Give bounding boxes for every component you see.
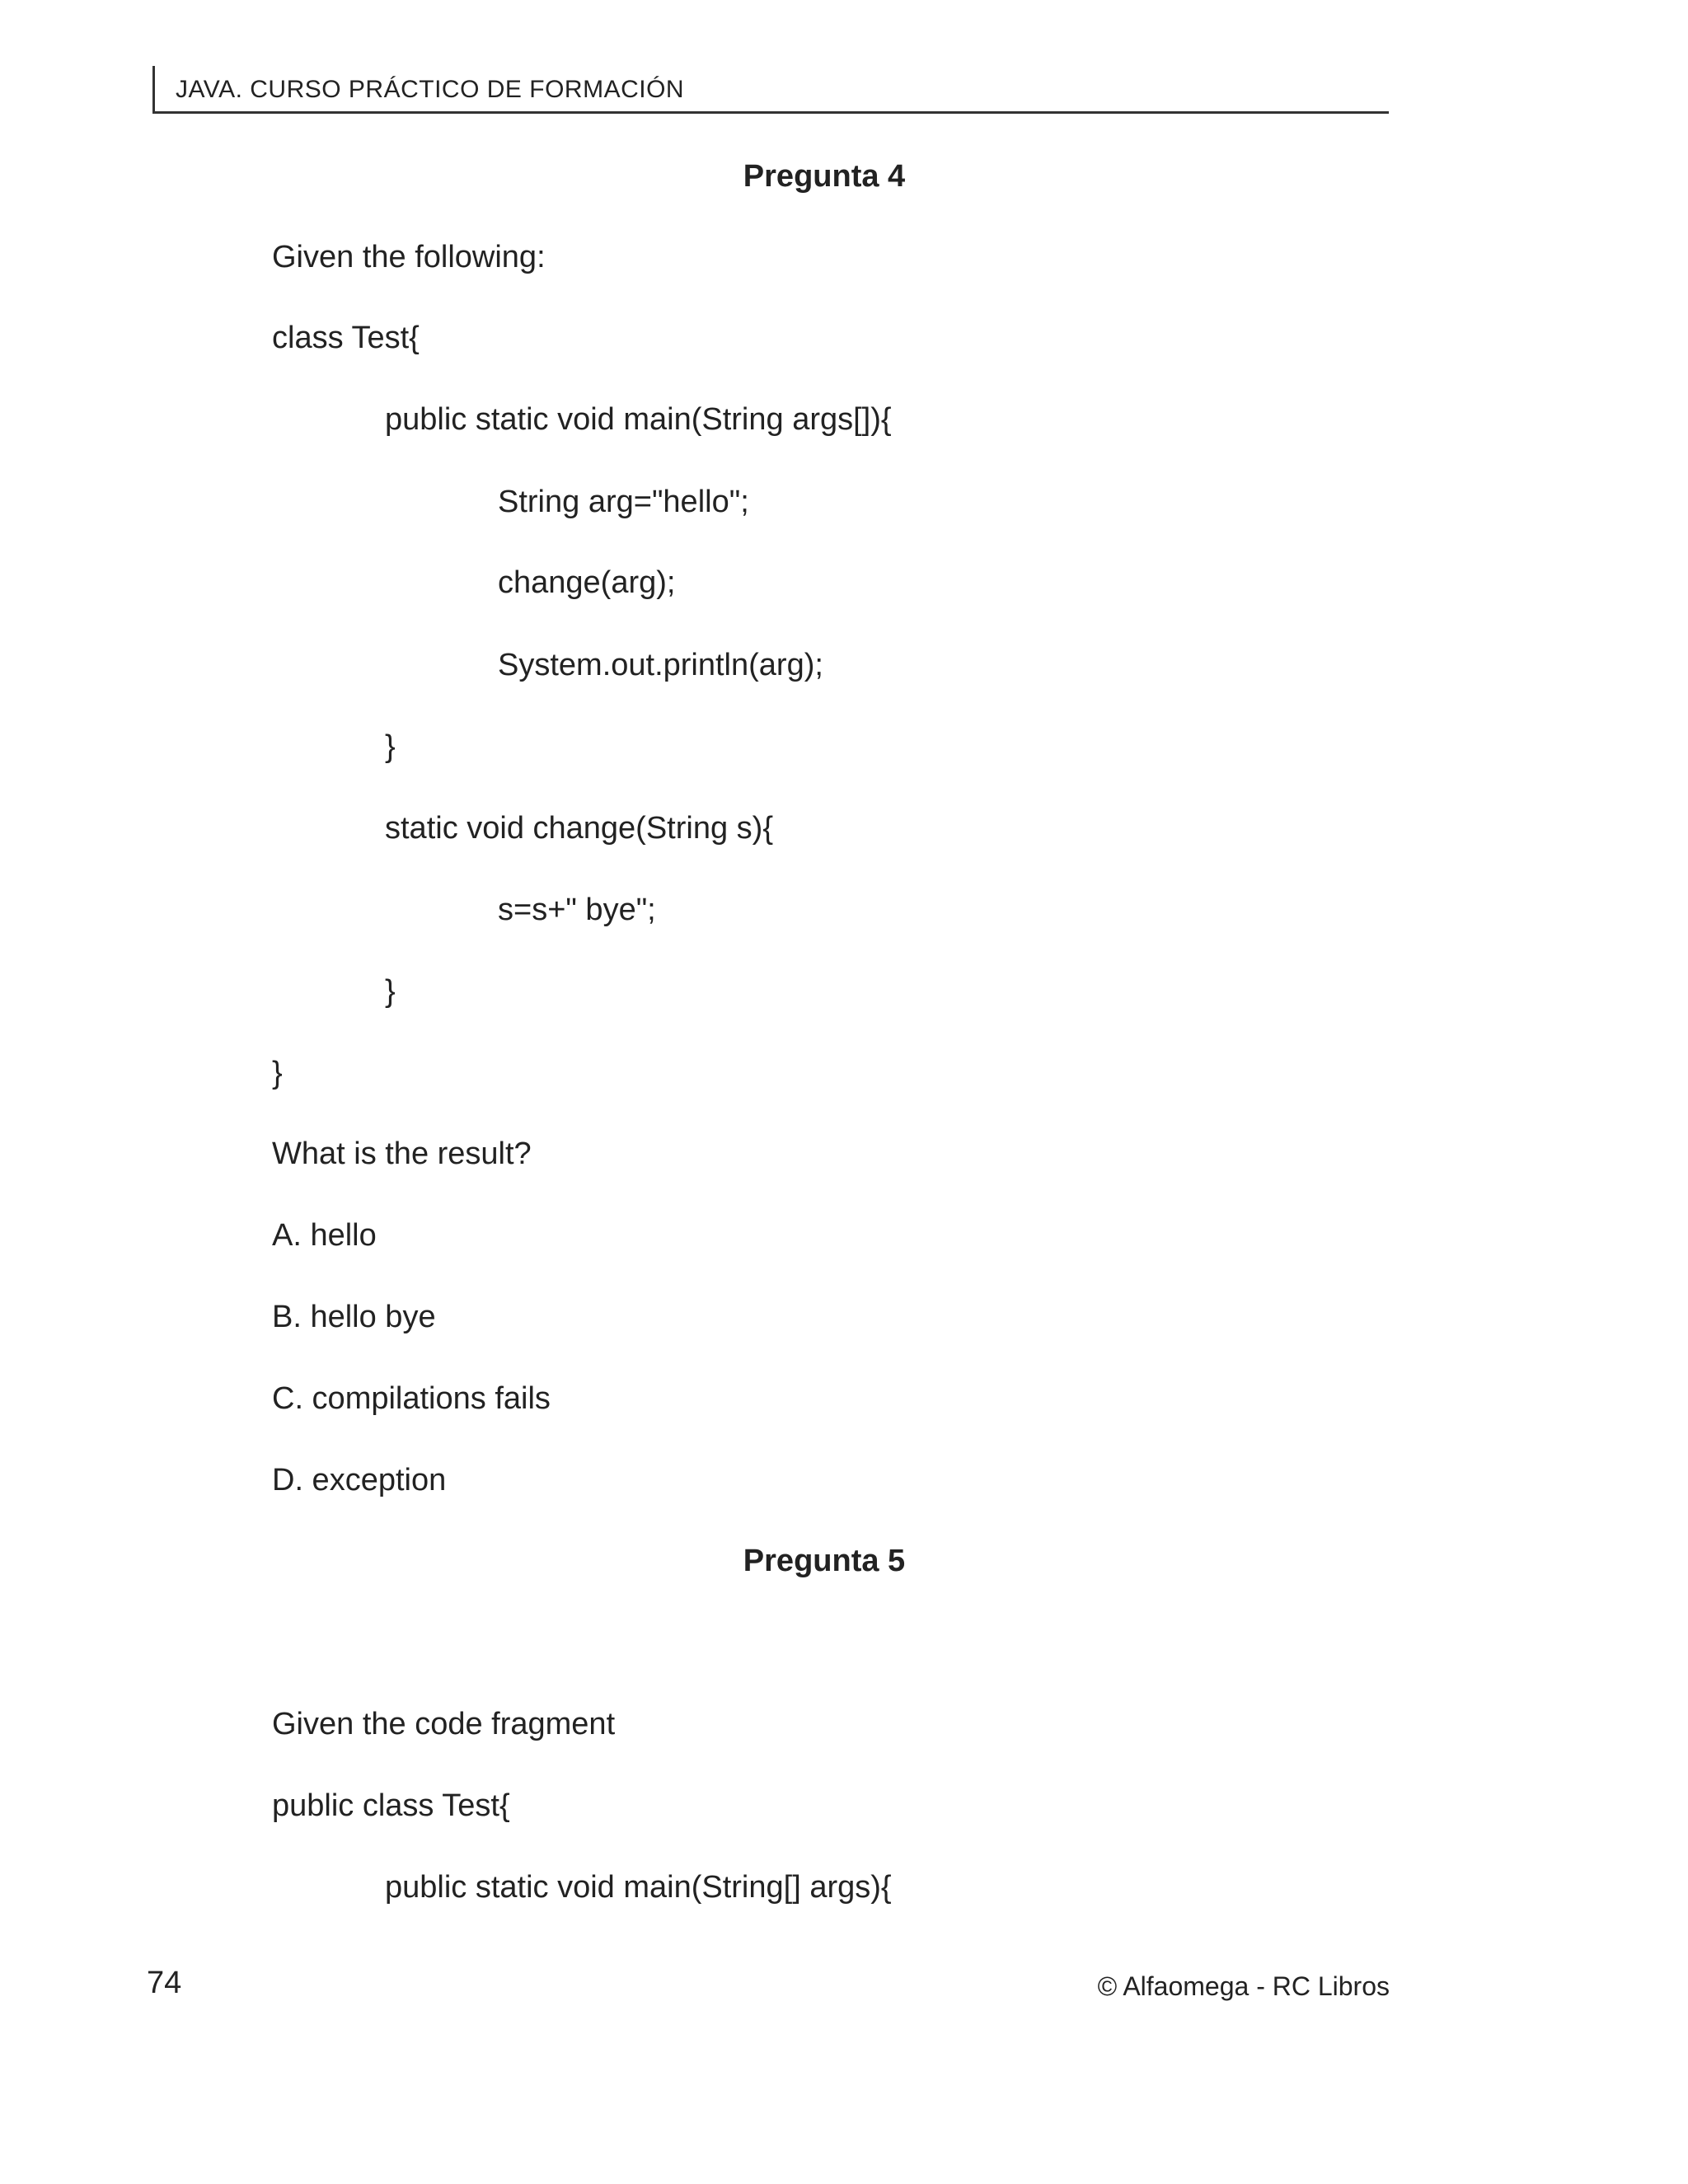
answer-option-a: A. hello [272, 1218, 377, 1253]
answer-option-c: C. compilations fails [272, 1381, 551, 1416]
code-line: System.out.println(arg); [498, 648, 823, 682]
code-line: public class Test{ [272, 1788, 510, 1823]
question-5-intro: Given the code fragment [272, 1707, 616, 1741]
code-line: public static void main(String args[]){ [385, 402, 892, 437]
page-number: 74 [147, 1966, 182, 2000]
question-4-heading: Pregunta 4 [743, 159, 906, 194]
code-line: class Test{ [272, 321, 420, 355]
code-line: String arg="hello"; [498, 485, 749, 519]
code-line: public static void main(String[] args){ [385, 1870, 892, 1905]
publisher-credit: © Alfaomega - RC Libros [1097, 1971, 1390, 2001]
answer-option-b: B. hello bye [272, 1300, 436, 1334]
code-line: s=s+" bye"; [498, 893, 656, 927]
code-line: } [385, 729, 396, 764]
question-4-intro: Given the following: [272, 240, 546, 274]
code-line: static void change(String s){ [385, 811, 774, 846]
answer-option-d: D. exception [272, 1463, 447, 1497]
code-line: } [272, 1056, 283, 1090]
code-line: change(arg); [498, 565, 676, 600]
question-5-heading: Pregunta 5 [743, 1544, 906, 1578]
question-4-prompt: What is the result? [272, 1137, 532, 1171]
code-line: } [385, 974, 396, 1009]
header-title: JAVA. CURSO PRÁCTICO DE FORMACIÓN [176, 76, 685, 103]
running-header [152, 66, 1389, 114]
